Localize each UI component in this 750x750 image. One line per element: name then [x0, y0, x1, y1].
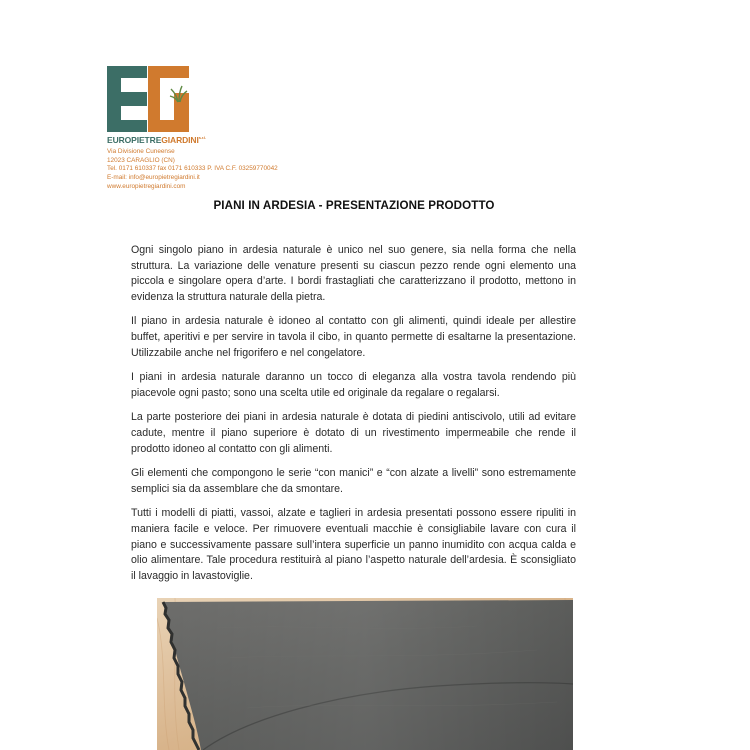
paragraph-cleaning: Tutti i modelli di piatti, vassoi, alzate e taglieri in ardesia presentati possono essere ripuliti in maniera facile e veloce. Per rimuovere eventuali macchie è consigliabile lavare con cura il piano e successivamente passare sull’intera superficie un panno inumidito con acqua calda e olio alimentare. Tale procedura restituirà al piano l’aspetto naturale dell’ardesia. È sconsigliato il lavaggio in lavastoviglie. [131, 507, 576, 582]
company-address [107, 148, 307, 192]
company-name-part1: EUROPIETRE [107, 134, 162, 145]
letterhead [107, 66, 307, 191]
logo-e-mark [107, 66, 147, 132]
address-phone: Tel. 0171 610337 fax 0171 610333 P. IVA C.F. 03259770042 [107, 165, 278, 173]
document-body [131, 243, 576, 593]
address-email: E-mail: info@europietregiardini.it [107, 173, 200, 181]
paragraph-uniqueness: Ogni singolo piano in ardesia naturale è unico nel suo genere, sia nella forma che nella struttura. La variazione delle venature presenti su ciascun pezzo rende ogni elemento una piccola e singolare opera d’arte. I bordi frastagliati che caratterizzano il prodotto, mettono in evidenza la struttura naturale della pietra. [131, 244, 576, 303]
address-city: 12023 CARAGLIO (CN) [107, 156, 175, 164]
paragraph-assembly: Gli elementi che compongono le serie “con manici” e “con alzate a livelli” sono estremamente semplici sia da assemblare che da smontare. [131, 467, 576, 495]
paragraph-non-slip: La parte posteriore dei piani in ardesia naturale è dotata di piedini antiscivolo, utili ad evitare cadute, mentre il piano superiore è dotato di un rivestimento impermeabile che rende il prodotto idoneo al contatto con gli alimenti. [131, 411, 576, 455]
slate-product-photo [157, 598, 573, 750]
company-logo [107, 66, 189, 132]
paragraph-food-contact: Il piano in ardesia naturale è idoneo al contatto con gli alimenti, quindi ideale per allestire buffet, aperitivi e per servire in tavola il cibo, in quanto permette di esaltarne la presentazione. Utilizzabile anche nel frigorifero e nel congelatore. [131, 315, 576, 359]
company-name-part2: GIARDINI [161, 134, 199, 145]
logo-g-mark [148, 66, 189, 132]
company-name-suffix: s.r.l. [198, 135, 207, 140]
paragraph-elegance: I piani in ardesia naturale daranno un tocco di eleganza alla vostra tavola rendendo più piacevole ogni pasto; sono una scelta utile ed originale da regalare o regalarsi. [131, 371, 576, 399]
document-title: PIANI IN ARDESIA - PRESENTAZIONE PRODOTTO [213, 199, 495, 212]
address-street: Via Divisione Cuneense [107, 147, 175, 155]
company-name [107, 133, 307, 145]
address-website: www.europietregiardini.com [107, 182, 186, 190]
